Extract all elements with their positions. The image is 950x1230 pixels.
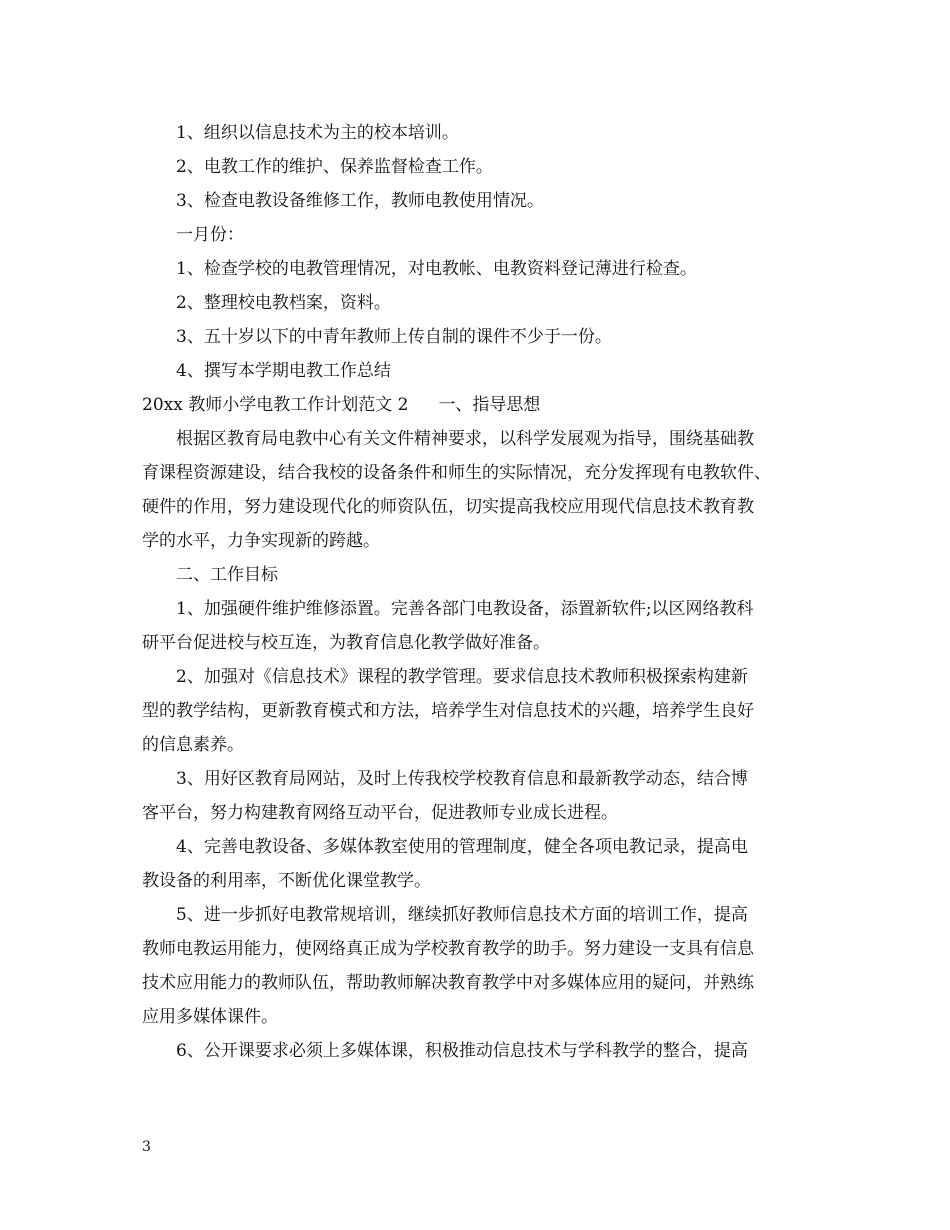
document-body [142, 116, 806, 1068]
text-line: 3、五十岁以下的中青年教师上传自制的课件不少于一份。 [176, 327, 612, 347]
section-heading: 一、指导思想 [438, 395, 541, 415]
text-line: 教设备的利用率，不断优化课堂教学。 [142, 871, 431, 891]
text-line: 1、组织以信息技术为主的校本培训。 [176, 123, 459, 143]
text-line: 3、检查电教设备维修工作，教师电教使用情况。 [176, 191, 544, 211]
text-line: 的信息素养。 [142, 735, 244, 755]
text-line: 型的教学结构，更新教育模式和方法，培养学生对信息技术的兴趣，培养学生良好 [142, 701, 754, 721]
section-label: 一月份： [176, 225, 244, 245]
text-line: 根据区教育局电教中心有关文件精神要求，以科学发展观为指导，围绕基础教 [176, 429, 754, 449]
text-line: 硬件的作用，努力建设现代化的师资队伍，切实提高我校应用现代信息技术教育教 [142, 497, 754, 517]
text-line: 技术应用能力的教师队伍，帮助教师解决教育教学中对多媒体应用的疑问，并熟练 [142, 973, 754, 993]
text-line: 2、整理校电教档案，资料。 [176, 293, 391, 313]
text-line: 6、公开课要求必须上多媒体课，积极推动信息技术与学科教学的整合，提高 [176, 1041, 748, 1061]
text-line: 2、电教工作的维护、保养监督检查工作。 [176, 157, 493, 177]
text-line: 5、进一步抓好电教常规培训，继续抓好教师信息技术方面的培训工作，提高 [176, 905, 748, 925]
text-line: 客平台，努力构建教育网络互动平台，促进教师专业成长进程。 [142, 803, 618, 823]
page-number: 3 [142, 1139, 151, 1155]
section-heading: 二、工作目标 [176, 565, 278, 585]
text-line: 4、完善电教设备、多媒体教室使用的管理制度，健全各项电教记录，提高电 [176, 837, 748, 857]
text-line: 育课程资源建设，结合我校的设备条件和师生的实际情况，充分发挥现有电教软件、 [142, 463, 771, 483]
text-line: 4、撰写本学期电教工作总结 [176, 361, 391, 381]
text-line: 应用多媒体课件。 [142, 1007, 278, 1027]
text-line: 学的水平，力争实现新的跨越。 [142, 531, 380, 551]
text-line: 2、加强对《信息技术》课程的教学管理。要求信息技术教师积极探索构建新 [176, 667, 748, 687]
text-line: 3、用好区教育局网站，及时上传我校学校教育信息和最新教学动态，结合博 [176, 769, 748, 789]
text-line: 1、加强硬件维护维修添置。完善各部门电教设备，添置新软件;以区网络教科 [176, 599, 754, 619]
article-title-line [142, 388, 806, 422]
text-line: 教师电教运用能力，使网络真正成为学校教育教学的助手。努力建设一支具有信息 [142, 939, 754, 959]
article-title: 20xx 教师小学电教工作计划范文 2 [142, 395, 409, 415]
text-line: 研平台促进校与校互连，为教育信息化教学做好准备。 [142, 633, 550, 653]
text-line: 1、检查学校的电教管理情况，对电教帐、电教资料登记薄进行检查。 [176, 259, 697, 279]
